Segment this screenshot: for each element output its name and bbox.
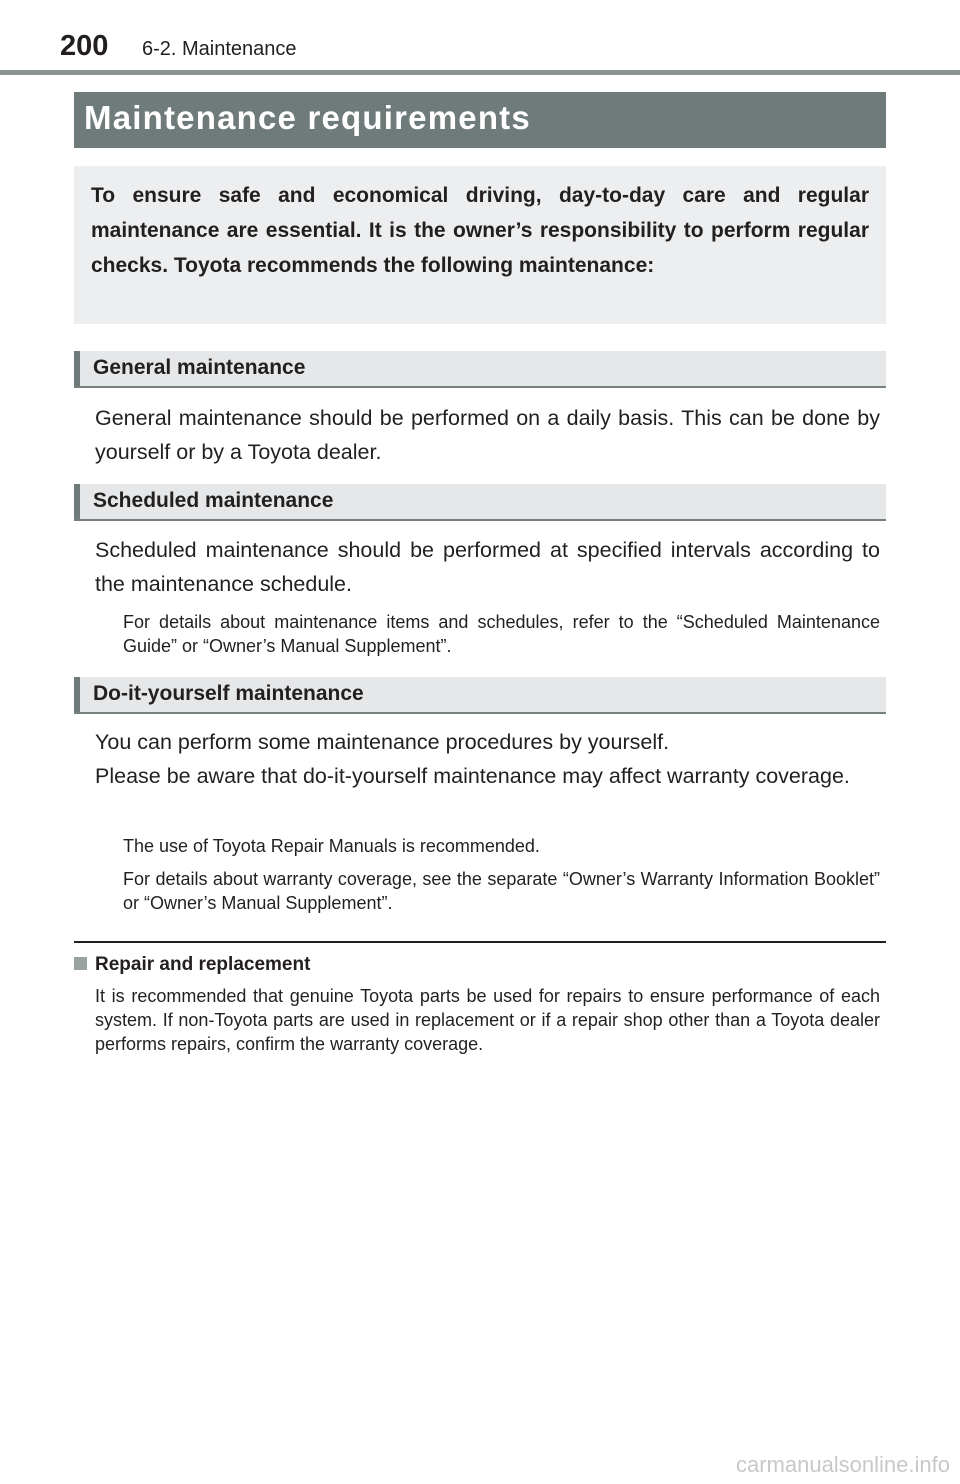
section-divider [74, 941, 886, 943]
paragraph: Scheduled maintenance should be performed at specified intervals according to the maintenance schedule. [95, 538, 880, 596]
heading-label: General maintenance [93, 356, 306, 379]
diy-maintenance-notes [123, 834, 880, 915]
repair-heading-label: Repair and replacement [95, 954, 311, 975]
paragraph: General maintenance should be performed on a daily basis. This can be done by yourself or by a Toyota dealer. [95, 406, 880, 464]
general-maintenance-heading [74, 351, 886, 388]
note-paragraph: For details about maintenance items and schedules, refer to the “Scheduled Maintenance Guide” or “Owner’s Manual Supplement”. [123, 612, 880, 656]
heading-accent-bar [74, 351, 80, 386]
scheduled-maintenance-note [123, 610, 880, 658]
header-rule [0, 70, 960, 75]
heading-label: Do-it-yourself maintenance [93, 682, 364, 705]
repair-text: It is recommended that genuine Toyota parts be used for repairs to ensure performance of each system. If non-Toyota parts are used in replacement or if a repair shop other than a Toyota dealer performs repairs, confirm the warranty coverage. [95, 986, 880, 1054]
watermark: carmanualsonline.info [735, 1452, 950, 1477]
section-label: 6-2. Maintenance [142, 38, 297, 60]
title-bar [74, 92, 886, 148]
square-bullet-icon [74, 957, 87, 970]
heading-label: Scheduled maintenance [93, 489, 334, 512]
page-header [0, 0, 960, 76]
paragraph: Please be aware that do-it-yourself maintenance may affect warranty coverage. [95, 764, 850, 788]
paragraph: You can perform some maintenance procedures by yourself. [95, 730, 670, 754]
scheduled-maintenance-text [95, 533, 880, 601]
general-maintenance-text [95, 401, 880, 469]
intro-text: To ensure safe and economical driving, day-to-day care and regular maintenance are essential. It is the owner’s responsibility to perform regular checks. Toyota recommends the following maintenance: [91, 184, 869, 277]
note-paragraph: For details about warranty coverage, see the separate “Owner’s Warranty Information Booklet” or “Owner’s Manual Supplement”. [123, 869, 880, 913]
heading-accent-bar [74, 677, 80, 712]
page-number: 200 [60, 30, 109, 62]
diy-maintenance-text [95, 725, 880, 793]
diy-maintenance-heading [74, 677, 886, 714]
intro-box [74, 166, 886, 324]
scheduled-maintenance-heading [74, 484, 886, 521]
page-title: Maintenance requirements [84, 99, 531, 136]
note-paragraph: The use of Toyota Repair Manuals is recommended. [123, 836, 540, 856]
heading-accent-bar [74, 484, 80, 519]
repair-heading [74, 954, 310, 976]
